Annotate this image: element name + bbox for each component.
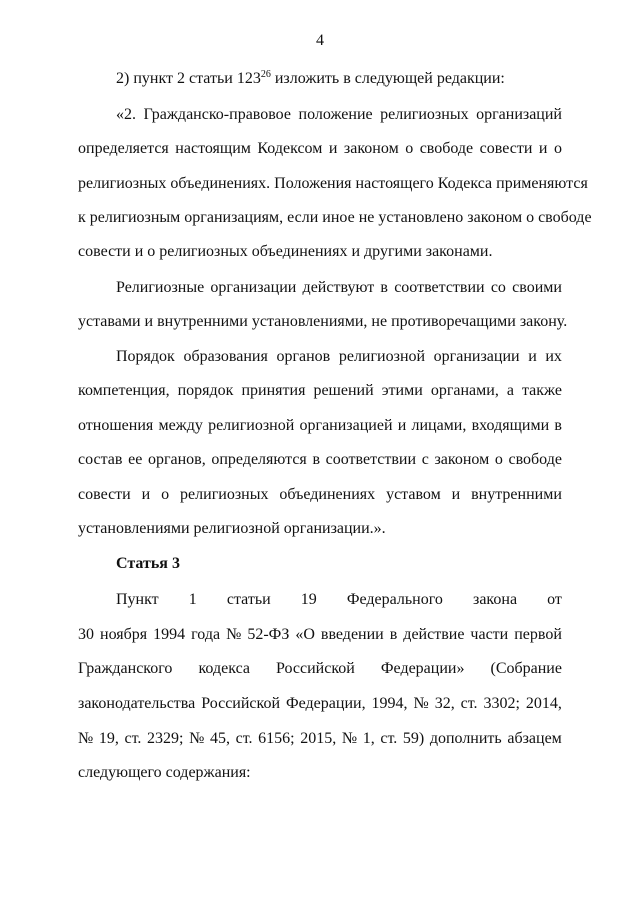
item2-prefix: 2) пункт 2 статьи 123 bbox=[116, 70, 261, 87]
word: Пункт bbox=[116, 591, 159, 608]
para3-line bbox=[116, 346, 562, 368]
article3-line bbox=[78, 624, 562, 646]
word: 2014, bbox=[525, 695, 562, 712]
item2-superscript: 26 bbox=[260, 69, 271, 80]
word: о bbox=[553, 140, 562, 157]
word: 6156; bbox=[258, 730, 295, 747]
article3-line bbox=[78, 728, 562, 750]
article-3-heading: Статья 3 bbox=[116, 555, 180, 572]
word: Религиозные bbox=[116, 279, 205, 296]
word: в bbox=[380, 279, 388, 296]
word: ст. bbox=[235, 730, 253, 747]
para3-line bbox=[78, 415, 562, 437]
word: 1994 bbox=[153, 626, 186, 643]
word: внутренними bbox=[471, 486, 562, 503]
word: и bbox=[141, 486, 151, 503]
word: от bbox=[547, 591, 562, 608]
word: порядок bbox=[177, 382, 234, 399]
word: в bbox=[312, 451, 320, 468]
amendment-item-2 bbox=[116, 68, 562, 90]
word: в bbox=[389, 626, 398, 643]
word: Российской bbox=[276, 660, 355, 677]
word: Кодексом bbox=[257, 140, 323, 157]
para3-line bbox=[78, 449, 562, 471]
page-number: 4 bbox=[316, 32, 324, 49]
word: органами, bbox=[430, 382, 499, 399]
word: статьи bbox=[226, 591, 271, 608]
word: этими bbox=[381, 382, 423, 399]
word: «О bbox=[295, 626, 315, 643]
word: определяются bbox=[211, 451, 307, 468]
word: Российской bbox=[201, 695, 281, 712]
word: лицами, bbox=[411, 417, 467, 434]
word: 30 bbox=[78, 626, 94, 643]
word: а bbox=[506, 382, 514, 399]
word: 1994, bbox=[371, 695, 408, 712]
word: Гражданского bbox=[78, 660, 173, 677]
para1-line: к религиозным организациям, если иное не установлено законом о свободе bbox=[78, 209, 592, 226]
word: законом bbox=[343, 140, 399, 157]
word: организации bbox=[210, 279, 297, 296]
article3-line bbox=[78, 693, 562, 715]
word: 52-ФЗ bbox=[247, 626, 290, 643]
word: и bbox=[328, 140, 338, 157]
word: (Собрание bbox=[490, 660, 562, 677]
word: Гражданско-правовое bbox=[143, 106, 291, 123]
word: организацией bbox=[299, 417, 393, 434]
word: совести bbox=[78, 486, 131, 503]
word: религиозных bbox=[380, 106, 469, 123]
word: уставом bbox=[386, 486, 441, 503]
word: № bbox=[341, 730, 358, 747]
word: № bbox=[226, 626, 242, 643]
word: организаций bbox=[476, 106, 562, 123]
word: № bbox=[189, 730, 205, 747]
word: положение bbox=[298, 106, 373, 123]
word: о bbox=[405, 140, 414, 157]
word: решений bbox=[313, 382, 374, 399]
word: 3302; bbox=[483, 695, 520, 712]
word: и bbox=[528, 348, 537, 365]
article3-line: следующего содержания: bbox=[78, 764, 251, 781]
para3-line bbox=[78, 484, 562, 506]
word: принятия bbox=[241, 382, 306, 399]
word: года bbox=[191, 626, 221, 643]
word: и bbox=[451, 486, 461, 503]
para2-line: уставами и внутренними установлениями, не противоречащими закону. bbox=[78, 313, 568, 330]
word: введении bbox=[320, 626, 384, 643]
para1-line bbox=[78, 138, 562, 160]
word: настоящим bbox=[175, 140, 251, 157]
word: органов, bbox=[147, 451, 206, 468]
word: № bbox=[413, 695, 429, 712]
word: абзацем bbox=[507, 730, 562, 747]
word: религиозной bbox=[338, 348, 426, 365]
word: закона bbox=[473, 591, 518, 608]
word: со bbox=[490, 279, 506, 296]
para1-line: совести и о религиозных объединениях и другими законами. bbox=[78, 243, 493, 260]
word: образования bbox=[183, 348, 268, 365]
word: № bbox=[78, 730, 94, 747]
para3-line bbox=[78, 380, 562, 402]
word: о bbox=[161, 486, 170, 503]
word: Федерального bbox=[346, 591, 443, 608]
para1-line: религиозных объединениях. Положения настоящего Кодекса применяются bbox=[78, 175, 588, 192]
word: Порядок bbox=[116, 348, 175, 365]
word: ст. bbox=[380, 730, 398, 747]
word: их bbox=[545, 348, 562, 365]
word: объединениях bbox=[279, 486, 376, 503]
word: ст. bbox=[124, 730, 142, 747]
word: 19 bbox=[300, 591, 317, 608]
word: действуют bbox=[302, 279, 375, 296]
word: также bbox=[521, 382, 562, 399]
word: совести bbox=[479, 140, 533, 157]
word: Федерации» bbox=[380, 660, 465, 677]
word: органов bbox=[276, 348, 331, 365]
word: 2015, bbox=[300, 730, 337, 747]
word: 32, bbox=[434, 695, 455, 712]
word: религиозной bbox=[208, 417, 295, 434]
word: 19, bbox=[98, 730, 119, 747]
word: с bbox=[421, 451, 429, 468]
word: «2. bbox=[116, 106, 136, 123]
word: 45, bbox=[210, 730, 230, 747]
word: 59) bbox=[402, 730, 425, 747]
para3-line: установлениями религиозной организации.». bbox=[78, 520, 386, 537]
word: Федерации, bbox=[286, 695, 366, 712]
word: действие bbox=[403, 626, 465, 643]
word: 1 bbox=[188, 591, 197, 608]
article3-line bbox=[116, 589, 562, 611]
word: состав bbox=[78, 451, 123, 468]
word: своими bbox=[512, 279, 562, 296]
word: определяется bbox=[78, 140, 169, 157]
word: кодекса bbox=[198, 660, 250, 677]
word: ноября bbox=[100, 626, 148, 643]
item2-suffix: изложить в следующей редакции: bbox=[270, 70, 505, 87]
word: свободе bbox=[508, 451, 562, 468]
word: 2329; bbox=[147, 730, 184, 747]
word: в bbox=[554, 417, 562, 434]
word: и bbox=[538, 140, 548, 157]
word: соответствии bbox=[394, 279, 485, 296]
word: между bbox=[158, 417, 203, 434]
word: 1, bbox=[362, 730, 375, 747]
word: части bbox=[470, 626, 509, 643]
word: отношения bbox=[78, 417, 154, 434]
article3-line bbox=[78, 658, 562, 680]
word: ст. bbox=[460, 695, 478, 712]
para1-line bbox=[116, 104, 562, 126]
word: законом bbox=[434, 451, 490, 468]
word: входящими bbox=[471, 417, 550, 434]
word: ее bbox=[128, 451, 143, 468]
word: дополнить bbox=[429, 730, 502, 747]
word: соответствии bbox=[325, 451, 417, 468]
word: о bbox=[494, 451, 503, 468]
word: свободе bbox=[419, 140, 474, 157]
word: организации bbox=[433, 348, 520, 365]
word: первой bbox=[514, 626, 562, 643]
word: законодательства bbox=[78, 695, 196, 712]
word: компетенция, bbox=[78, 382, 170, 399]
word: и bbox=[397, 417, 407, 434]
word: религиозных bbox=[180, 486, 269, 503]
para2-line bbox=[116, 277, 562, 299]
